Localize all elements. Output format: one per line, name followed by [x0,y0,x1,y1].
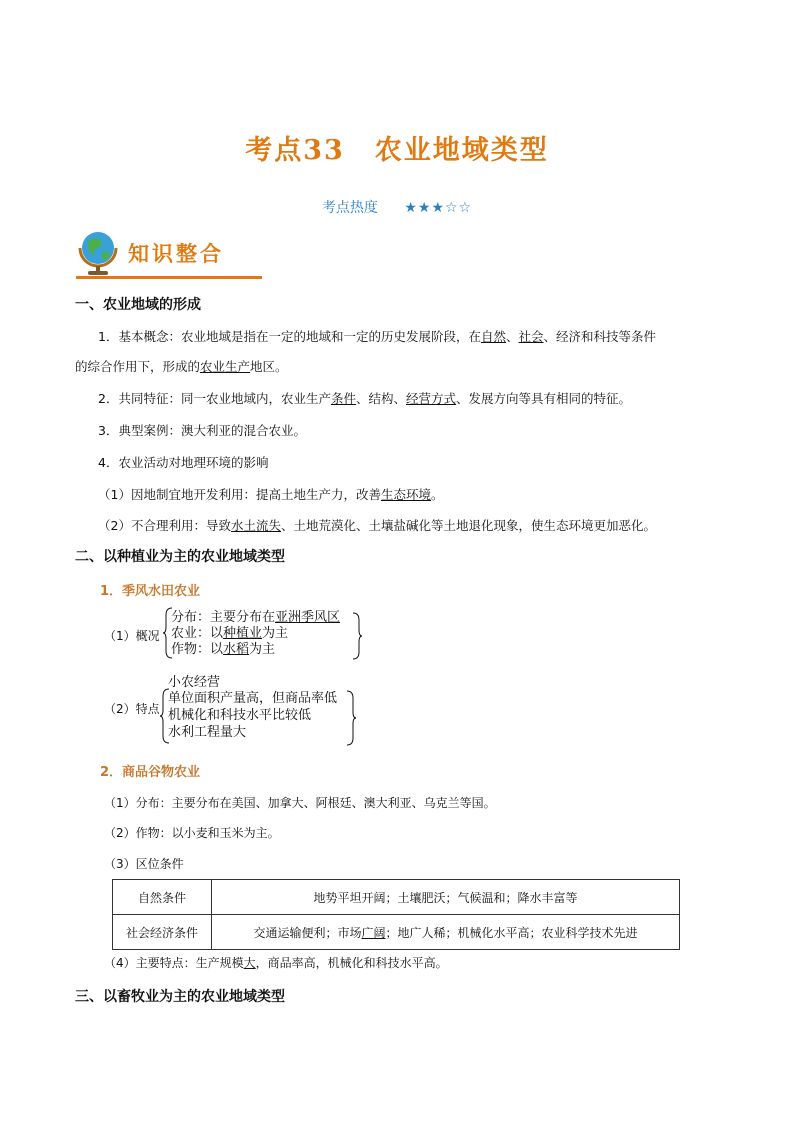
banner-label: 知识整合 [128,242,224,266]
subsection-1-heading: 1．季风水田农业 [100,584,201,599]
heat-rating [0,197,794,217]
feature-water-works: 水利工程量大 [168,725,247,740]
overview-agriculture: 农业：以种植业为主 [171,626,289,641]
grain-features: （4）主要特点：生产规模大，商品率高，机械化和科技水平高。 [104,956,448,970]
feature-high-yield: 单位面积产量高，但商品率低 [168,691,338,706]
overview-label: （1）概况 [104,629,160,643]
banner-underline [76,276,262,279]
section-3-heading: 三、以畜牧业为主的农业地域类型 [75,989,285,1005]
right-brace [346,690,356,746]
grain-distribution: （1）分布：主要分布在美国、加拿大、阿根廷、澳大利亚、乌克兰等国。 [104,796,496,810]
globe-icon [76,228,124,278]
table-cell-key: 自然条件 [113,880,212,915]
feature-low-tech: 机械化和科技水平比较低 [168,708,312,723]
s1-paragraph-1-cont: 的综合作用下，形成的农业生产地区。 [75,359,288,374]
section-1-heading: 一、农业地域的形成 [75,297,201,313]
table-row [113,880,680,915]
table-cell-key: 社会经济条件 [113,915,212,950]
table-cell-value: 交通运输便利；市场广阔；地广人稀；机械化水平高；农业科学技术先进 [212,915,680,950]
heat-label: 考点热度 [321,200,378,216]
s1-paragraph-5: （1）因地制宜地开发利用：提高土地生产力，改善生态环境。 [98,487,444,502]
page-title: 考点33 农业地域类型 [245,135,549,166]
section-banner [76,228,262,280]
right-brace [352,612,362,660]
grain-crops: （2）作物：以小麦和玉米为主。 [104,826,280,840]
subsection-2-heading: 2．商品谷物农业 [100,765,201,780]
features-label: （2）特点 [104,702,160,716]
s1-paragraph-3: 3．典型案例：澳大利亚的混合农业。 [98,423,306,438]
feature-small-farming: 小农经营 [168,675,221,690]
table-cell-value: 地势平坦开阔；土壤肥沃；气候温和；降水丰富等 [212,880,680,915]
heat-stars: ★★★☆☆ [404,200,473,216]
s1-paragraph-4: 4．农业活动对地理环境的影响 [98,455,269,470]
section-2-heading: 二、以种植业为主的农业地域类型 [75,549,285,565]
s1-paragraph-1: 1．基本概念：农业地域是指在一定的地域和一定的历史发展阶段，在自然、社会、经济和科技等条件 [98,329,657,344]
overview-distribution: 分布：主要分布在亚洲季风区 [171,610,341,625]
overview-crops: 作物：以水稻为主 [171,642,276,657]
s1-paragraph-2: 2．共同特征：同一农业地域内，农业生产条件、结构、经营方式、发展方向等具有相同的特征。 [98,391,632,406]
grain-conditions: （3）区位条件 [104,857,184,871]
table-row [113,915,680,950]
s1-paragraph-6: （2）不合理利用：导致水土流失、土地荒漠化、土壤盐碱化等土地退化现象，使生态环境更加恶化。 [98,518,656,533]
conditions-table [112,879,680,950]
